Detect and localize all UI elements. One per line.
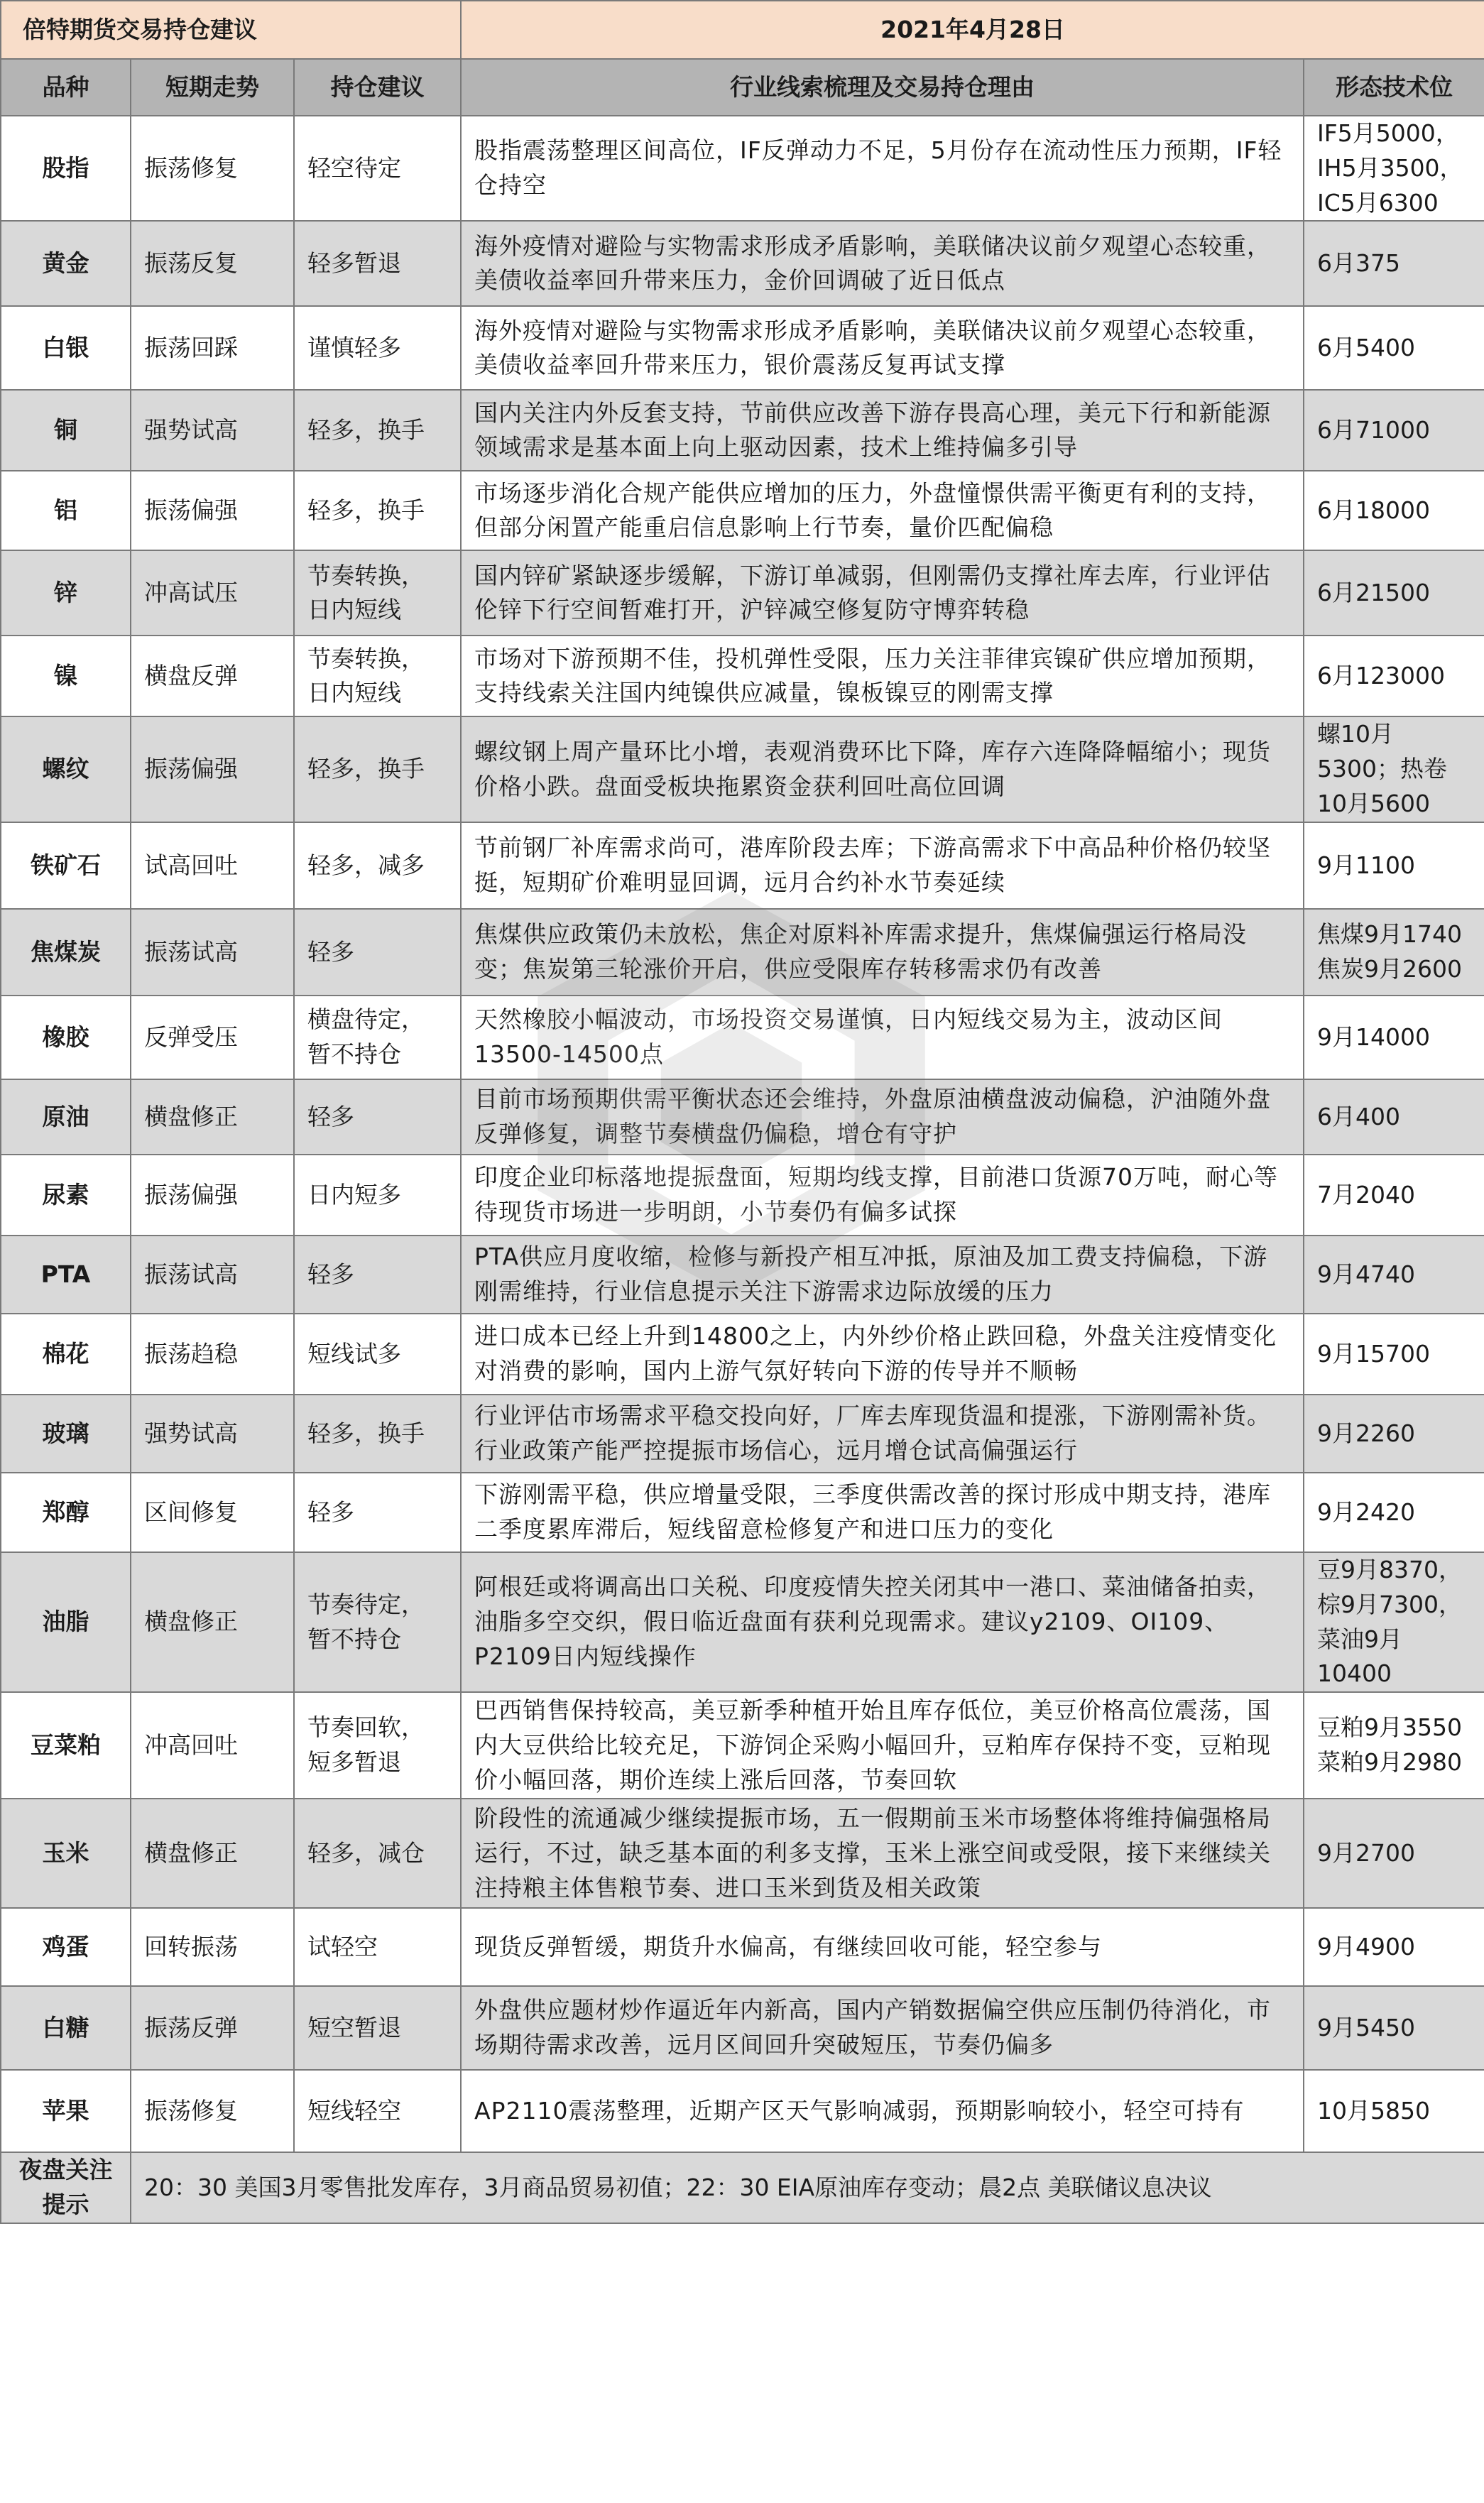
technical-level-cell: 6月400 — [1304, 1079, 1484, 1155]
advice-cell: 短空暂退 — [294, 1986, 461, 2070]
table-row — [1, 1552, 1484, 1692]
trend-cell: 区间修复 — [131, 1473, 294, 1552]
trend-cell: 横盘修正 — [131, 1799, 294, 1908]
advice-cell: 轻空待定 — [294, 116, 461, 221]
variety-cell: 白糖 — [1, 1986, 131, 2070]
trend-cell: 振荡回踩 — [131, 306, 294, 390]
reason-cell: 焦煤供应政策仍未放松，焦企对原料补库需求提升，焦煤偏强运行格局没变；焦炭第三轮涨价开启，供应受限库存转移需求仍有改善 — [461, 909, 1304, 996]
variety-cell: 螺纹 — [1, 716, 131, 822]
variety-cell: 尿素 — [1, 1155, 131, 1236]
variety-cell: 郑醇 — [1, 1473, 131, 1552]
advice-cell: 节奏回软，短多暂退 — [294, 1692, 461, 1799]
table-row — [1, 1155, 1484, 1236]
advice-cell: 节奏转换，日内短线 — [294, 550, 461, 636]
night-session-notice: 20：30 美国3月零售批发库存，3月商品贸易初值；22：30 EIA原油库存变动；晨2点 美联储议息决议 — [131, 2152, 1484, 2223]
trend-cell: 振荡修复 — [131, 2070, 294, 2152]
technical-level-cell: 9月5450 — [1304, 1986, 1484, 2070]
table-row — [1, 116, 1484, 221]
trend-cell: 强势试高 — [131, 1395, 294, 1473]
sheet-date: 2021年4月28日 — [461, 1, 1484, 59]
trend-cell: 冲高回吐 — [131, 1692, 294, 1799]
technical-level-cell: 9月15700 — [1304, 1314, 1484, 1395]
table-row — [1, 550, 1484, 636]
table-row — [1, 716, 1484, 822]
technical-level-cell: 10月5850 — [1304, 2070, 1484, 2152]
reason-cell: 现货反弹暂缓，期货升水偏高，有继续回收可能，轻空参与 — [461, 1908, 1304, 1986]
technical-level-cell: 豆粕9月3550 菜粕9月2980 — [1304, 1692, 1484, 1799]
variety-cell: 铝 — [1, 471, 131, 550]
trend-cell: 横盘修正 — [131, 1552, 294, 1692]
technical-level-cell: 9月2260 — [1304, 1395, 1484, 1473]
trend-cell: 振荡反弹 — [131, 1986, 294, 2070]
technical-level-cell: 9月4900 — [1304, 1908, 1484, 1986]
trend-cell: 试高回吐 — [131, 822, 294, 909]
variety-cell: 白银 — [1, 306, 131, 390]
technical-level-cell: 9月14000 — [1304, 996, 1484, 1079]
reason-cell: 印度企业印标落地提振盘面，短期均线支撑，目前港口货源70万吨，耐心等待现货市场进一步明朗，小节奏仍有偏多试探 — [461, 1155, 1304, 1236]
column-header-row — [1, 59, 1484, 116]
trend-cell: 反弹受压 — [131, 996, 294, 1079]
trend-cell: 回转振荡 — [131, 1908, 294, 1986]
technical-level-cell: 6月5400 — [1304, 306, 1484, 390]
advice-cell: 谨慎轻多 — [294, 306, 461, 390]
advice-cell: 轻多暂退 — [294, 221, 461, 306]
advice-cell: 轻多，换手 — [294, 471, 461, 550]
trend-cell: 振荡试高 — [131, 1236, 294, 1314]
sheet-title: 倍特期货交易持仓建议 — [1, 1, 461, 59]
table-row — [1, 822, 1484, 909]
reason-cell: 市场对下游预期不佳，投机弹性受限，压力关注菲律宾镍矿供应增加预期，支持线索关注国内纯镍供应减量，镍板镍豆的刚需支撑 — [461, 636, 1304, 716]
variety-cell: 镍 — [1, 636, 131, 716]
advice-cell: 轻多，减仓 — [294, 1799, 461, 1908]
table-row — [1, 1395, 1484, 1473]
advice-cell: 轻多，换手 — [294, 390, 461, 471]
trend-cell: 振荡趋稳 — [131, 1314, 294, 1395]
reason-cell: 海外疫情对避险与实物需求形成矛盾影响，美联储决议前夕观望心态较重，美债收益率回升带来压力，金价回调破了近日低点 — [461, 221, 1304, 306]
trend-cell: 振荡偏强 — [131, 1155, 294, 1236]
reason-cell: 海外疫情对避险与实物需求形成矛盾影响，美联储决议前夕观望心态较重，美债收益率回升带来压力，银价震荡反复再试支撑 — [461, 306, 1304, 390]
advice-cell: 轻多，减多 — [294, 822, 461, 909]
table-row — [1, 636, 1484, 716]
technical-level-cell: 6月123000 — [1304, 636, 1484, 716]
reason-cell: 行业评估市场需求平稳交投向好，厂库去库现货温和提涨，下游刚需补货。行业政策产能严控提振市场信心，远月增仓试高偏强运行 — [461, 1395, 1304, 1473]
variety-cell: 油脂 — [1, 1552, 131, 1692]
trend-cell: 横盘修正 — [131, 1079, 294, 1155]
reason-cell: AP2110震荡整理，近期产区天气影响减弱，预期影响较小，轻空可持有 — [461, 2070, 1304, 2152]
reason-cell: 市场逐步消化合规产能供应增加的压力，外盘憧憬供需平衡更有利的支持，但部分闲置产能重启信息影响上行节奏，量价匹配偏稳 — [461, 471, 1304, 550]
reason-cell: 目前市场预期供需平衡状态还会维持，外盘原油横盘波动偏稳，沪油随外盘反弹修复，调整节奏横盘仍偏稳，增仓有守护 — [461, 1079, 1304, 1155]
advice-cell: 轻多，换手 — [294, 716, 461, 822]
trend-cell: 横盘反弹 — [131, 636, 294, 716]
trend-cell: 强势试高 — [131, 390, 294, 471]
table-row — [1, 1986, 1484, 2070]
variety-cell: 股指 — [1, 116, 131, 221]
advice-cell: 短线轻空 — [294, 2070, 461, 2152]
reason-cell: 国内锌矿紧缺逐步缓解，下游订单减弱，但刚需仍支撑社库去库，行业评估伦锌下行空间暂难打开，沪锌减空修复防守博弈转稳 — [461, 550, 1304, 636]
table-row — [1, 996, 1484, 1079]
column-header-advice: 持仓建议 — [294, 59, 461, 116]
reason-cell: 阿根廷或将调高出口关税、印度疫情失控关闭其中一港口、菜油储备拍卖，油脂多空交织，假日临近盘面有获利兑现需求。建议y2109、OI109、P2109日内短线操作 — [461, 1552, 1304, 1692]
advice-cell: 节奏待定，暂不持仓 — [294, 1552, 461, 1692]
title-row — [1, 1, 1484, 59]
table-row — [1, 471, 1484, 550]
advice-cell: 节奏转换，日内短线 — [294, 636, 461, 716]
column-header-trend: 短期走势 — [131, 59, 294, 116]
technical-level-cell: 9月4740 — [1304, 1236, 1484, 1314]
reason-cell: 节前钢厂补库需求尚可，港库阶段去库；下游高需求下中高品种价格仍较坚挺，短期矿价难明显回调，远月合约补水节奏延续 — [461, 822, 1304, 909]
variety-cell: 玻璃 — [1, 1395, 131, 1473]
table-row — [1, 1473, 1484, 1552]
table-row — [1, 909, 1484, 996]
technical-level-cell: 焦煤9月1740 焦炭9月2600 — [1304, 909, 1484, 996]
technical-level-cell: 9月1100 — [1304, 822, 1484, 909]
reason-cell: 巴西销售保持较高，美豆新季种植开始且库存低位，美豆价格高位震荡，国内大豆供给比较充足，下游饲企采购小幅回升，豆粕库存保持不变，豆粕现价小幅回落，期价连续上涨后回落，节奏回软 — [461, 1692, 1304, 1799]
advice-cell: 轻多 — [294, 909, 461, 996]
table-row — [1, 1236, 1484, 1314]
footer-label: 夜盘关注提示 — [1, 2152, 131, 2223]
variety-cell: 棉花 — [1, 1314, 131, 1395]
advice-cell: 短线试多 — [294, 1314, 461, 1395]
technical-level-cell: 6月71000 — [1304, 390, 1484, 471]
variety-cell: 鸡蛋 — [1, 1908, 131, 1986]
technical-level-cell: 6月21500 — [1304, 550, 1484, 636]
trend-cell: 振荡修复 — [131, 116, 294, 221]
technical-level-cell: 7月2040 — [1304, 1155, 1484, 1236]
advice-cell: 横盘待定，暂不持仓 — [294, 996, 461, 1079]
variety-cell: PTA — [1, 1236, 131, 1314]
variety-cell: 锌 — [1, 550, 131, 636]
variety-cell: 玉米 — [1, 1799, 131, 1908]
reason-cell: 国内关注内外反套支持，节前供应改善下游存畏高心理，美元下行和新能源领域需求是基本面上向上驱动因素，技术上维持偏多引导 — [461, 390, 1304, 471]
table-row — [1, 1692, 1484, 1799]
variety-cell: 橡胶 — [1, 996, 131, 1079]
reason-cell: 下游刚需平稳，供应增量受限，三季度供需改善的探讨形成中期支持，港库二季度累库滞后，短线留意检修复产和进口压力的变化 — [461, 1473, 1304, 1552]
trend-cell: 振荡偏强 — [131, 471, 294, 550]
variety-cell: 苹果 — [1, 2070, 131, 2152]
reason-cell: 天然橡胶小幅波动，市场投资交易谨慎，日内短线交易为主，波动区间13500-14500点 — [461, 996, 1304, 1079]
table-row — [1, 390, 1484, 471]
technical-level-cell: 豆9月8370，棕9月7300，菜油9月10400 — [1304, 1552, 1484, 1692]
variety-cell: 铜 — [1, 390, 131, 471]
technical-level-cell: 6月18000 — [1304, 471, 1484, 550]
trend-cell: 冲高试压 — [131, 550, 294, 636]
advice-cell: 试轻空 — [294, 1908, 461, 1986]
variety-cell: 豆菜粕 — [1, 1692, 131, 1799]
technical-level-cell: 螺10月5300；热卷10月5600 — [1304, 716, 1484, 822]
variety-cell: 原油 — [1, 1079, 131, 1155]
reason-cell: 进口成本已经上升到14800之上，内外纱价格止跌回稳，外盘关注疫情变化对消费的影响，国内上游气氛好转向下游的传导并不顺畅 — [461, 1314, 1304, 1395]
table-row — [1, 221, 1484, 306]
advice-cell: 轻多 — [294, 1236, 461, 1314]
variety-cell: 焦煤炭 — [1, 909, 131, 996]
trend-cell: 振荡反复 — [131, 221, 294, 306]
reason-cell: 股指震荡整理区间高位，IF反弹动力不足，5月份存在流动性压力预期，IF轻仓持空 — [461, 116, 1304, 221]
technical-level-cell: 9月2420 — [1304, 1473, 1484, 1552]
reason-cell: 螺纹钢上周产量环比小增，表观消费环比下降，库存六连降降幅缩小；现货价格小跌。盘面受板块拖累资金获利回吐高位回调 — [461, 716, 1304, 822]
advice-cell: 日内短多 — [294, 1155, 461, 1236]
trend-cell: 振荡偏强 — [131, 716, 294, 822]
advice-cell: 轻多 — [294, 1079, 461, 1155]
table-row — [1, 1314, 1484, 1395]
reason-cell: PTA供应月度收缩，检修与新投产相互冲抵，原油及加工费支持偏稳，下游刚需维持，行业信息提示关注下游需求边际放缓的压力 — [461, 1236, 1304, 1314]
advice-cell: 轻多，换手 — [294, 1395, 461, 1473]
reason-cell: 阶段性的流通减少继续提振市场，五一假期前玉米市场整体将维持偏强格局运行，不过，缺乏基本面的利多支撑，玉米上涨空间或受限，接下来继续关注持粮主体售粮节奏、进口玉米到货及相关政策 — [461, 1799, 1304, 1908]
advice-cell: 轻多 — [294, 1473, 461, 1552]
trend-cell: 振荡试高 — [131, 909, 294, 996]
table-row — [1, 2070, 1484, 2152]
reason-cell: 外盘供应题材炒作逼近年内新高，国内产销数据偏空供应压制仍待消化，市场期待需求改善，远月区间回升突破短压，节奏仍偏多 — [461, 1986, 1304, 2070]
table-row — [1, 1799, 1484, 1908]
variety-cell: 铁矿石 — [1, 822, 131, 909]
column-header-reason: 行业线索梳理及交易持仓理由 — [461, 59, 1304, 116]
table-row — [1, 1908, 1484, 1986]
technical-level-cell: 6月375 — [1304, 221, 1484, 306]
column-header-technical-level: 形态技术位 — [1304, 59, 1484, 116]
column-header-variety: 品种 — [1, 59, 131, 116]
variety-cell: 黄金 — [1, 221, 131, 306]
technical-level-cell: 9月2700 — [1304, 1799, 1484, 1908]
table-row — [1, 1079, 1484, 1155]
advice-table-body — [1, 1, 1484, 2223]
table-row — [1, 306, 1484, 390]
technical-level-cell: IF5月5000，IH5月3500，IC5月6300 — [1304, 116, 1484, 221]
footer-row — [1, 2152, 1484, 2223]
